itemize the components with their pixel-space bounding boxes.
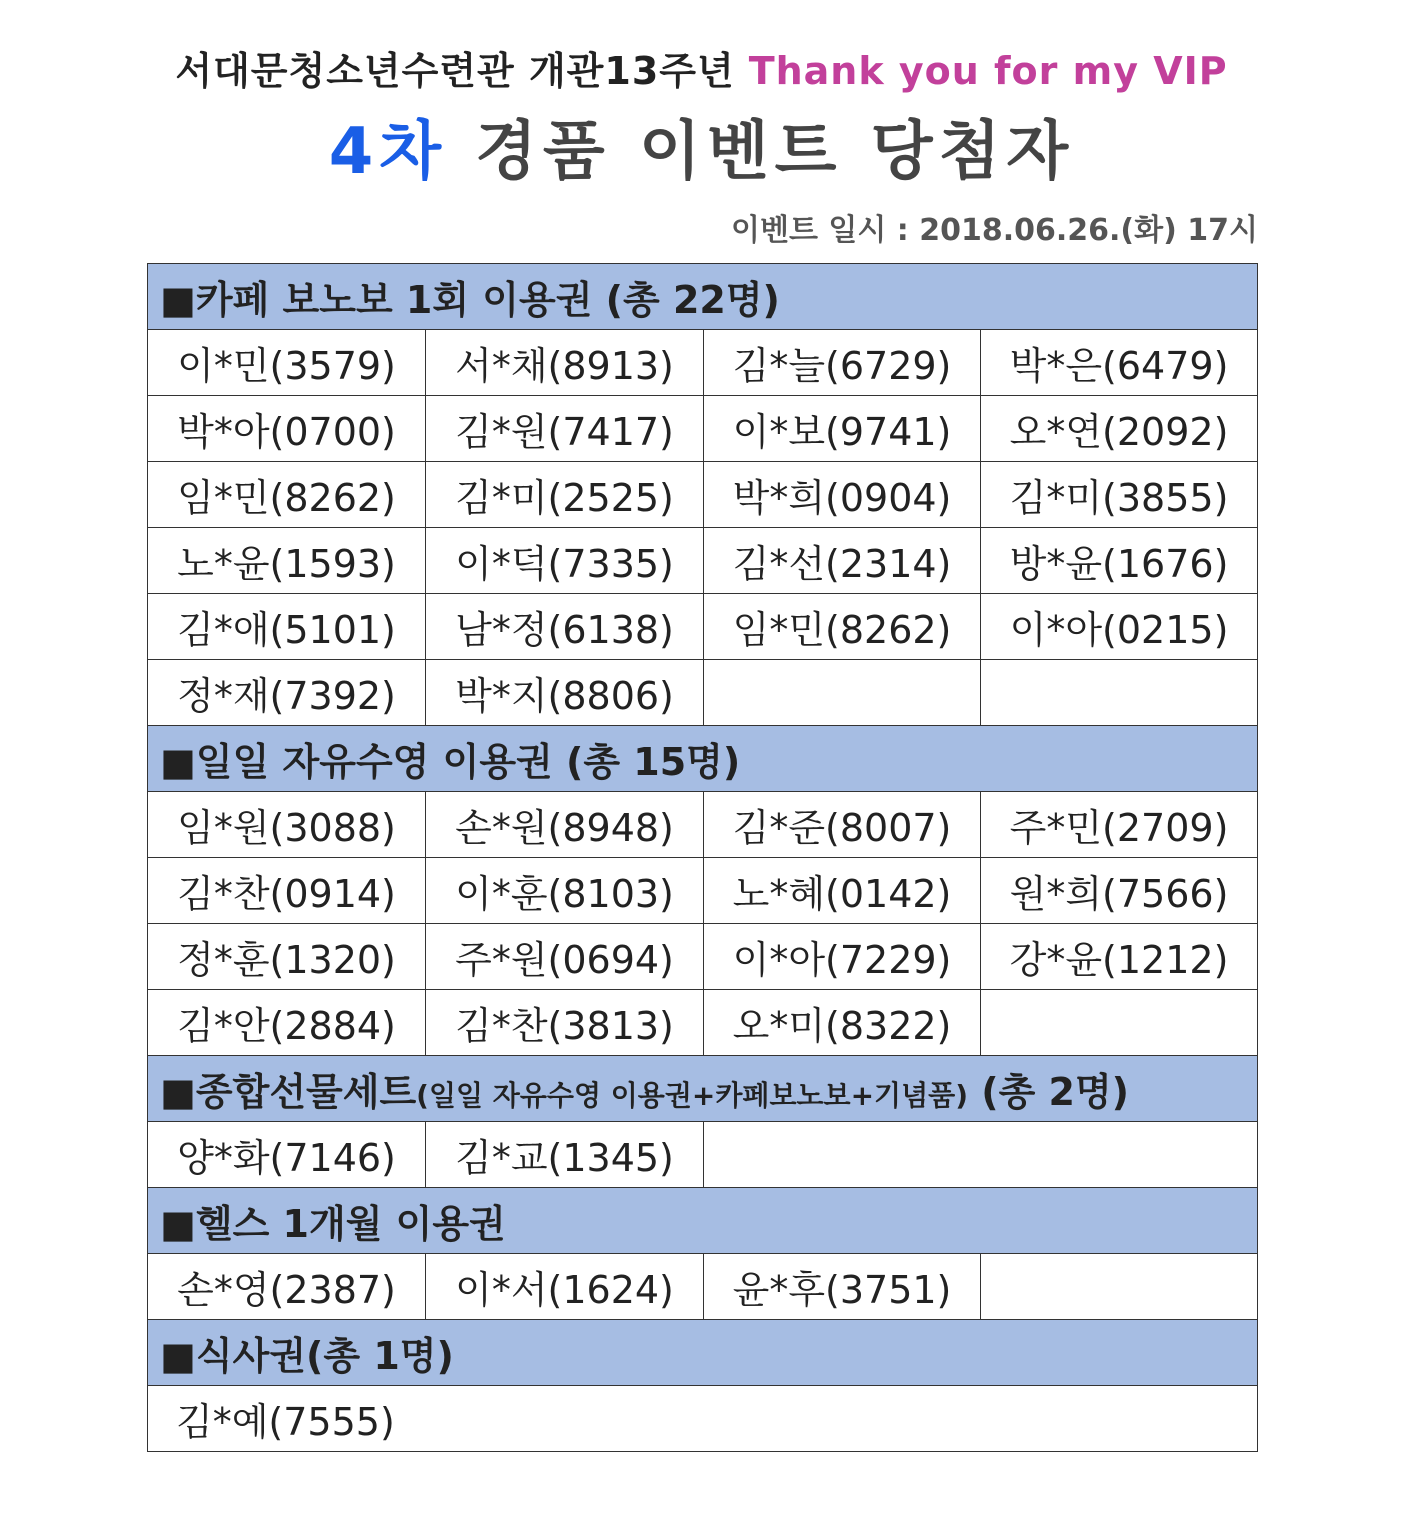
table-row — [148, 858, 1258, 924]
winner-cell: 오*미(8322) — [704, 990, 981, 1056]
section-title-gift-set — [148, 1056, 1258, 1122]
winner-cell: 박*지(8806) — [426, 660, 704, 726]
winner-cell: 이*아(0215) — [981, 594, 1258, 660]
winner-cell: 김*찬(0914) — [148, 858, 426, 924]
table-row — [148, 594, 1258, 660]
winner-cell: 김*애(5101) — [148, 594, 426, 660]
winner-cell: 주*민(2709) — [981, 792, 1258, 858]
winner-cell: 원*희(7566) — [981, 858, 1258, 924]
winner-cell: 정*훈(1320) — [148, 924, 426, 990]
winner-cell: 정*재(7392) — [148, 660, 426, 726]
winner-cell: 윤*후(3751) — [704, 1254, 981, 1320]
section-header-row — [148, 1188, 1258, 1254]
winner-cell: 이*보(9741) — [704, 396, 981, 462]
winner-cell: 김*찬(3813) — [426, 990, 704, 1056]
winner-cell: 양*화(7146) — [148, 1122, 426, 1188]
vip-text: Thank you for my VIP — [748, 49, 1228, 93]
event-date: 이벤트 일시 : 2018.06.26.(화) 17시 — [731, 213, 1258, 248]
table-row — [148, 1254, 1258, 1320]
table-row — [148, 1386, 1258, 1452]
table-row — [148, 792, 1258, 858]
section-header-row — [148, 1320, 1258, 1386]
winner-cell: 이*훈(8103) — [426, 858, 704, 924]
winner-cell: 주*원(0694) — [426, 924, 704, 990]
winner-cell: 방*윤(1676) — [981, 528, 1258, 594]
table-row — [148, 1122, 1258, 1188]
section-title-sub: (일일 자유수영 이용권+카페보노보+기념품) — [416, 1079, 968, 1112]
winner-cell: 손*영(2387) — [148, 1254, 426, 1320]
table-row — [148, 396, 1258, 462]
winner-cell: 이*아(7229) — [704, 924, 981, 990]
table-row — [148, 528, 1258, 594]
table-row — [148, 330, 1258, 396]
org-title: 서대문청소년수련관 개관13주년 — [175, 49, 735, 93]
section-header-row — [148, 726, 1258, 792]
winner-cell: 임*원(3088) — [148, 792, 426, 858]
section-title-main: ■종합선물세트 — [160, 1070, 417, 1114]
header-title — [0, 40, 1403, 95]
section-title-cafe: ■카페 보노보 1회 이용권 (총 22명) — [148, 264, 1258, 330]
winner-cell: 노*혜(0142) — [704, 858, 981, 924]
section-header-row — [148, 264, 1258, 330]
empty-cell — [704, 1122, 1258, 1188]
winner-cell: 김*준(8007) — [704, 792, 981, 858]
winner-cell: 손*원(8948) — [426, 792, 704, 858]
winners-table — [147, 263, 1258, 1452]
empty-cell — [981, 660, 1258, 726]
winner-cell: 이*서(1624) — [426, 1254, 704, 1320]
winner-cell: 김*원(7417) — [426, 396, 704, 462]
round-label: 4차 — [328, 115, 448, 189]
table-row — [148, 462, 1258, 528]
winner-cell: 남*정(6138) — [426, 594, 704, 660]
winner-cell: 이*덕(7335) — [426, 528, 704, 594]
winner-cell: 오*연(2092) — [981, 396, 1258, 462]
event-heading — [0, 100, 1403, 192]
empty-cell — [704, 660, 981, 726]
event-title: 경품 이벤트 당첨자 — [475, 115, 1075, 189]
section-header-row — [148, 1056, 1258, 1122]
section-title-health: ■헬스 1개월 이용권 — [148, 1188, 1258, 1254]
winner-cell: 강*윤(1212) — [981, 924, 1258, 990]
winner-cell: 박*희(0904) — [704, 462, 981, 528]
section-title-meal: ■식사권(총 1명) — [148, 1320, 1258, 1386]
winner-cell: 서*채(8913) — [426, 330, 704, 396]
empty-cell — [981, 990, 1258, 1056]
section-title-tail: (총 2명) — [968, 1070, 1130, 1114]
winner-cell: 임*민(8262) — [704, 594, 981, 660]
winner-cell: 임*민(8262) — [148, 462, 426, 528]
table-row — [148, 990, 1258, 1056]
winner-cell: 박*아(0700) — [148, 396, 426, 462]
winner-cell: 김*늘(6729) — [704, 330, 981, 396]
winner-cell: 노*윤(1593) — [148, 528, 426, 594]
winner-cell: 김*안(2884) — [148, 990, 426, 1056]
winner-cell: 김*미(3855) — [981, 462, 1258, 528]
empty-cell — [981, 1254, 1258, 1320]
winner-cell: 김*예(7555) — [148, 1386, 1258, 1452]
table-row — [148, 924, 1258, 990]
winner-cell: 박*은(6479) — [981, 330, 1258, 396]
winner-cell: 김*교(1345) — [426, 1122, 704, 1188]
winner-cell: 이*민(3579) — [148, 330, 426, 396]
table-row — [148, 660, 1258, 726]
winner-cell: 김*미(2525) — [426, 462, 704, 528]
winner-cell: 김*선(2314) — [704, 528, 981, 594]
section-title-swim: ■일일 자유수영 이용권 (총 15명) — [148, 726, 1258, 792]
